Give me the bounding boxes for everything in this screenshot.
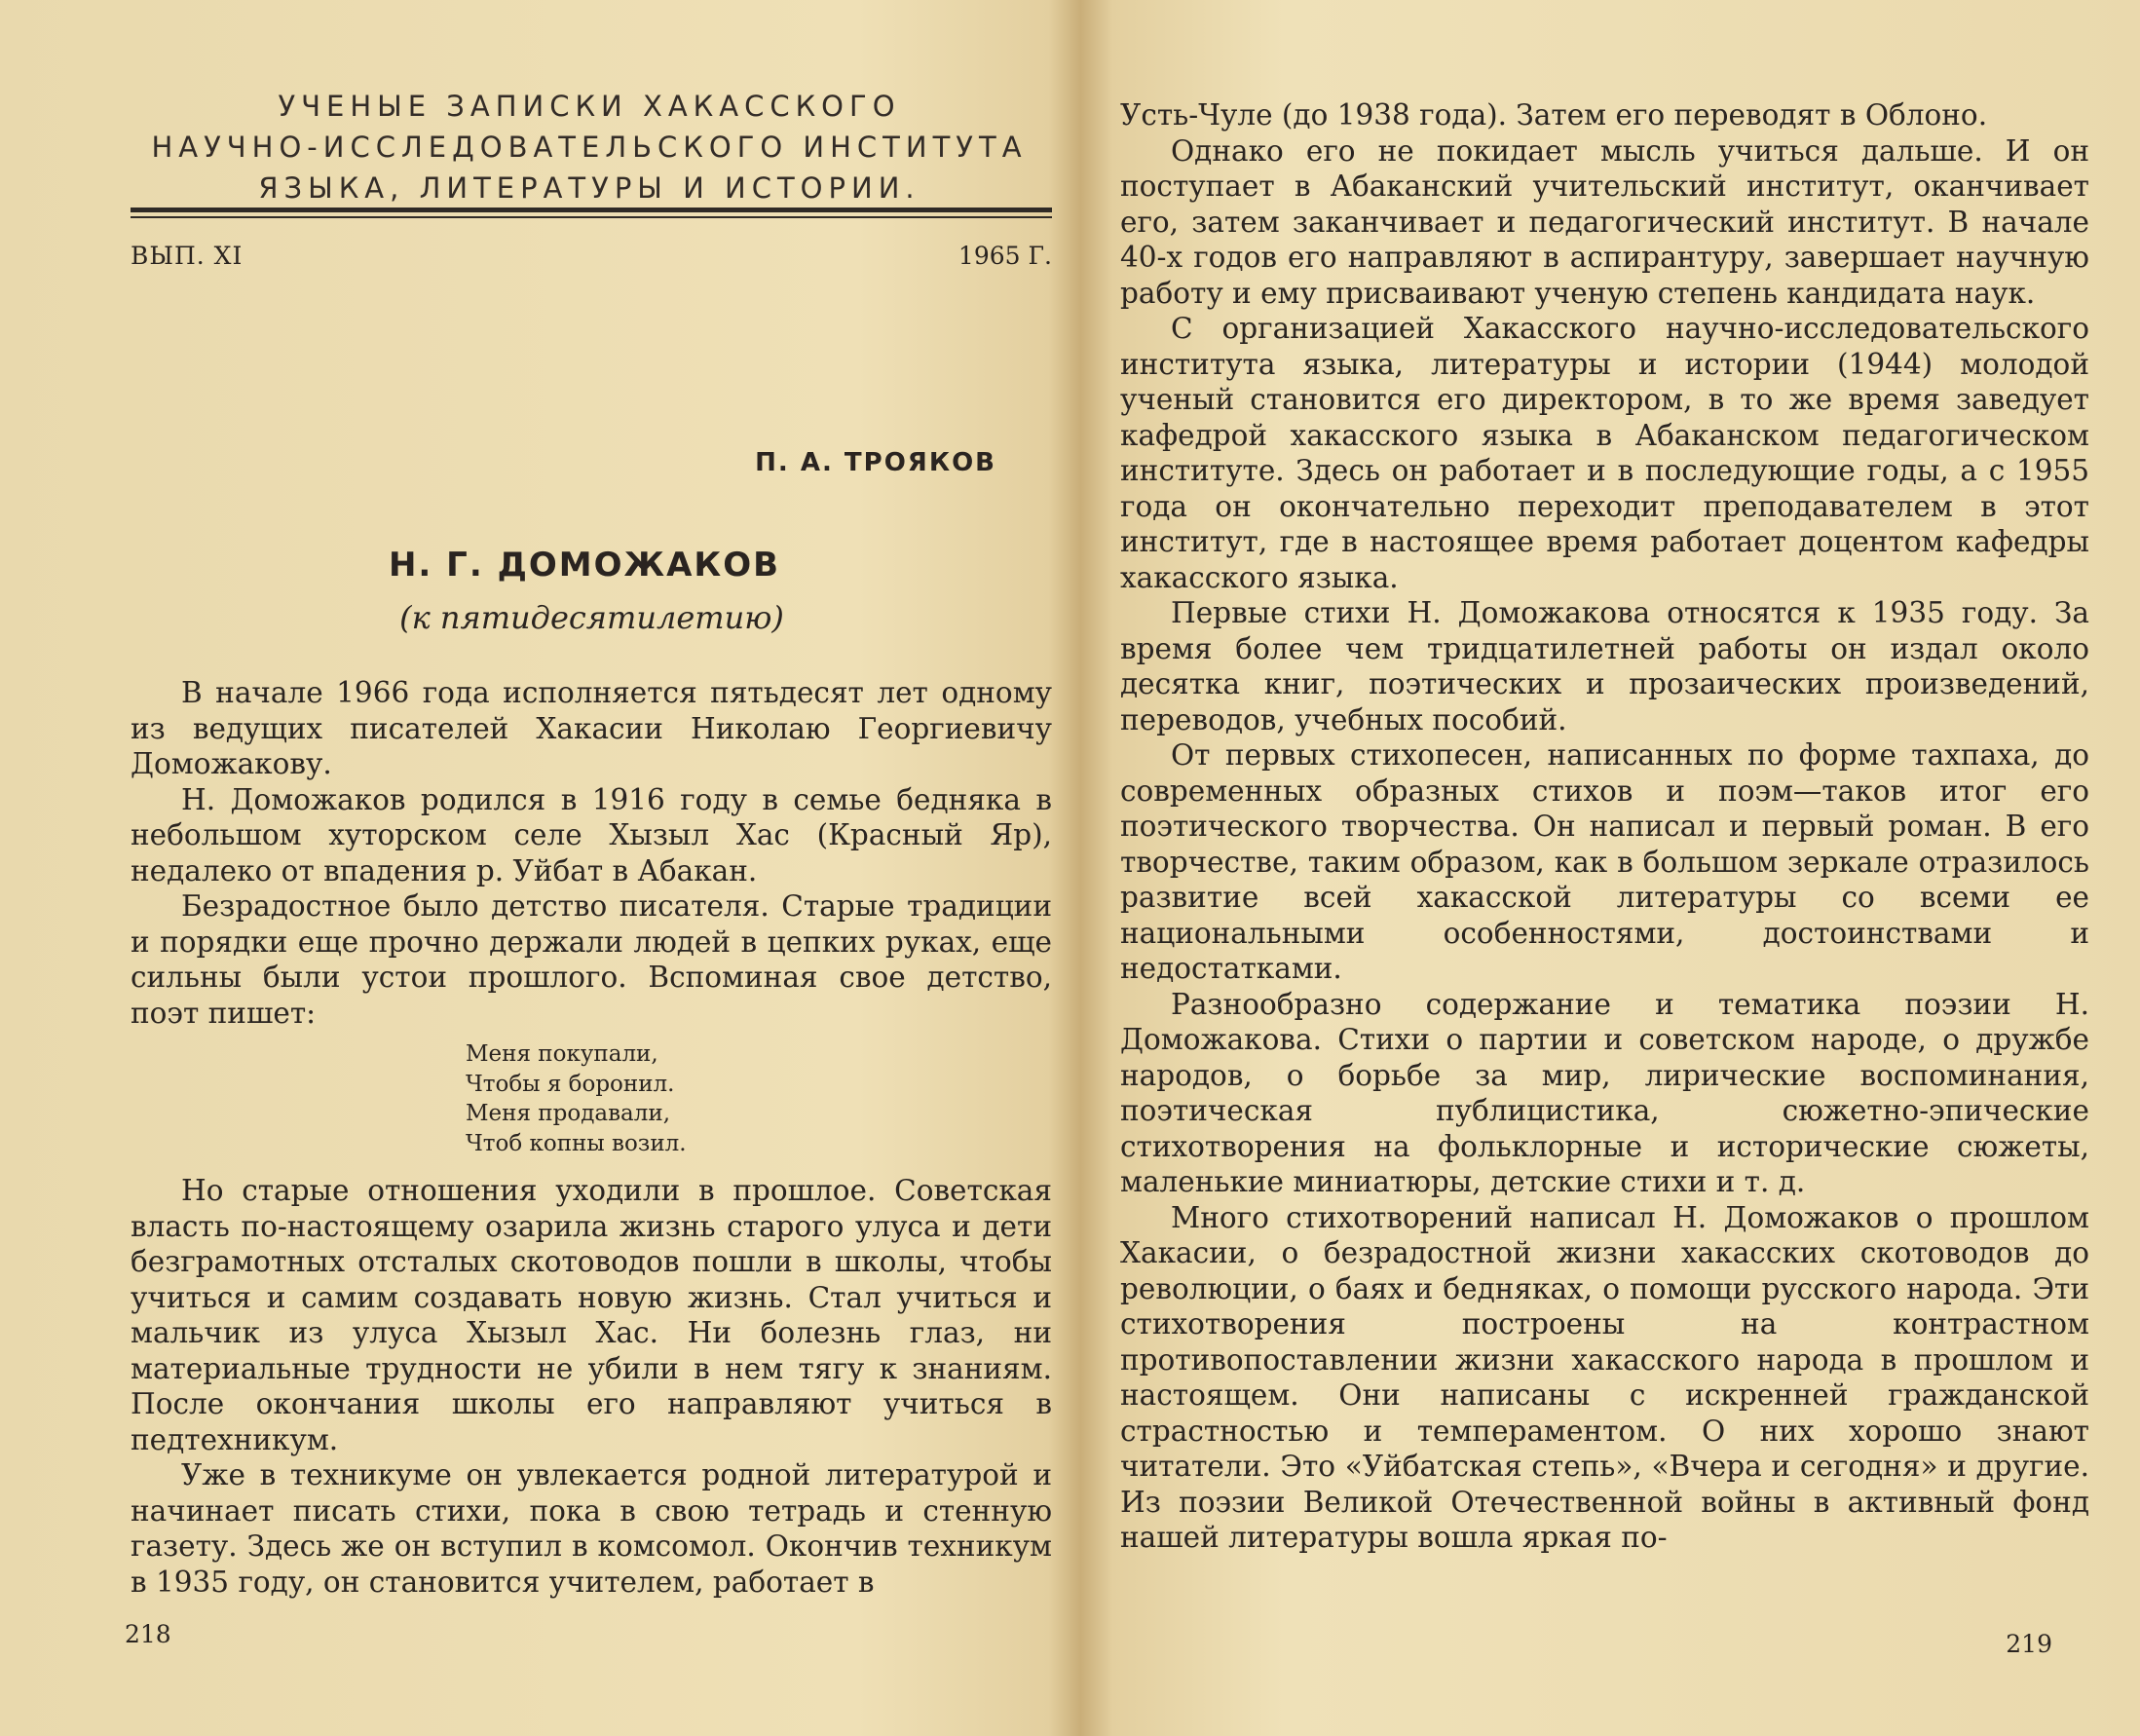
issue-number: ВЫП. XI <box>131 242 244 270</box>
poem-line: Чтоб копны возил. <box>466 1130 687 1156</box>
issue-year: 1965 Г. <box>957 242 1052 270</box>
poem-line: Чтобы я боронил. <box>466 1071 675 1097</box>
header-rule-thick <box>131 208 1052 212</box>
poem-line: Меня продавали, <box>466 1101 670 1126</box>
paragraph: От первых стихопесен, написанных по форме тахпаха, до современных образных стихов и поэм—таков итог его поэтического творчества. Он написал и первый роман. В его творчестве, таким образом, как в большом зеркале отразилось развитие всей хакасской литературы со всеми ее национальными особенностями, достоинствами и недостатками. <box>1120 738 2089 985</box>
journal-line-1: УЧЕНЫЕ ЗАПИСКИ ХАКАССКОГО <box>278 90 901 123</box>
page-number-left: 218 <box>125 1620 171 1648</box>
paragraph: Усть-Чуле (до 1938 года). Затем его переводят в Облоно. <box>1120 98 1988 132</box>
paragraph: Много стихотворений написал Н. Доможаков о прошлом Хакасии, о безрадостной жизни хакасских скотоводов до революции, о баях и бедняках, о помощи русского народа. Эти стихотворения построены на контрастном противопоставлении жизни хакасского народа в прошлом и настоящем. Они написаны с искренней гражданской страстностью и темпераментом. О них хорошо знают читатели. Это «Уйбатская степь», «Вчера и сегодня» и другие. Из поэзии Великой Отечественной войны в активный фонд нашей литературы вошла яркая по- <box>1120 1200 2089 1554</box>
poem-quote <box>466 1039 687 1158</box>
header-rule-thin <box>131 216 1052 218</box>
page-number-right: 219 <box>2006 1630 2052 1658</box>
paragraph: С организацией Хакасского научно-исследовательского института языка, литературы и истории (1944) молодой ученый становится его директором, в то же время заведует кафедрой хакасского языка в Абаканском педагогическом институте. Здесь он работает и в последующие годы, а с 1955 года он окончательно переходит преподавателем в этот институт, где в настоящее время работает доцентом кафедры хакасского языка. <box>1120 312 2089 594</box>
article-title: Н. Г. ДОМОЖАКОВ <box>388 546 781 585</box>
paragraph: Первые стихи Н. Доможакова относятся к 1935 году. За время более чем тридцатилетней работы он издал около десятка книг, поэтических и прозаических произведений, переводов, учебных пособий. <box>1120 596 2089 736</box>
left-body-text <box>131 675 1052 1031</box>
journal-header <box>127 86 1052 208</box>
paragraph: Но старые отношения уходили в прошлое. Советская власть по-настоящему озарила жизнь старого улуса и дети безграмотных отсталых скотоводов пошли в школы, чтобы учиться и самим создавать новую жизнь. Стал учиться и мальчик из улуса Хызыл Хас. Ни болезнь глаз, ни материальные трудности не убили в нем тягу к знаниям. После окончания школы его направляют учиться в педтехникум. <box>131 1174 1052 1456</box>
paragraph: Однако его не покидает мысль учиться дальше. И он поступает в Абаканский учительский институт, оканчивает его, затем заканчивает и педагогический институт. В начале 40-х годов его направляют в аспирантуру, завершает научную работу и ему присваивают ученую степень кандидата наук. <box>1120 133 2089 310</box>
journal-line-3: ЯЗЫКА, ЛИТЕРАТУРЫ И ИСТОРИИ. <box>258 171 920 205</box>
paragraph: Разнообразно содержание и тематика поэзии Н. Доможакова. Стихи о партии и советском народе, о дружбе народов, о борьбе за мир, лирические воспоминания, поэтическая публицистика, сюжетно-эпические стихотворения на фольклорные и исторические сюжеты, маленькие миниатюры, детские стихи и т. д. <box>1120 987 2089 1198</box>
paragraph: Н. Доможаков родился в 1916 году в семье бедняка в небольшом хуторском селе Хызыл Хас (Красный Яр), недалеко от впадения р. Уйбат в Абакан. <box>131 782 1052 887</box>
right-body-text <box>1120 97 2089 1556</box>
paragraph: Уже в техникуме он увлекается родной литературой и начинает писать стихи, пока в свою тетрадь и стенную газету. Здесь же он вступил в комсомол. Окончив техникум в 1935 году, он становится учителем, работает в <box>131 1458 1052 1599</box>
left-body-text-continued <box>131 1173 1052 1600</box>
right-page <box>1070 0 2140 1736</box>
paragraph: В начале 1966 года исполняется пятьдесят лет одному из ведущих писателей Хакасии Николаю Георгиевичу Доможакову. <box>131 676 1052 780</box>
paragraph: Безрадостное было детство писателя. Старые традиции и порядки еще прочно держали людей в цепких руках, еще сильны были устои прошлого. Вспоминая свое детство, поэт пишет: <box>131 889 1052 1030</box>
poem-line: Меня покупали, <box>466 1041 658 1067</box>
journal-line-2: НАУЧНО-ИССЛЕДОВАТЕЛЬСКОГО ИНСТИТУТА <box>151 131 1028 164</box>
article-subtitle: (к пятидесятилетию) <box>399 599 784 636</box>
article-author: П. А. ТРОЯКОВ <box>755 448 996 477</box>
